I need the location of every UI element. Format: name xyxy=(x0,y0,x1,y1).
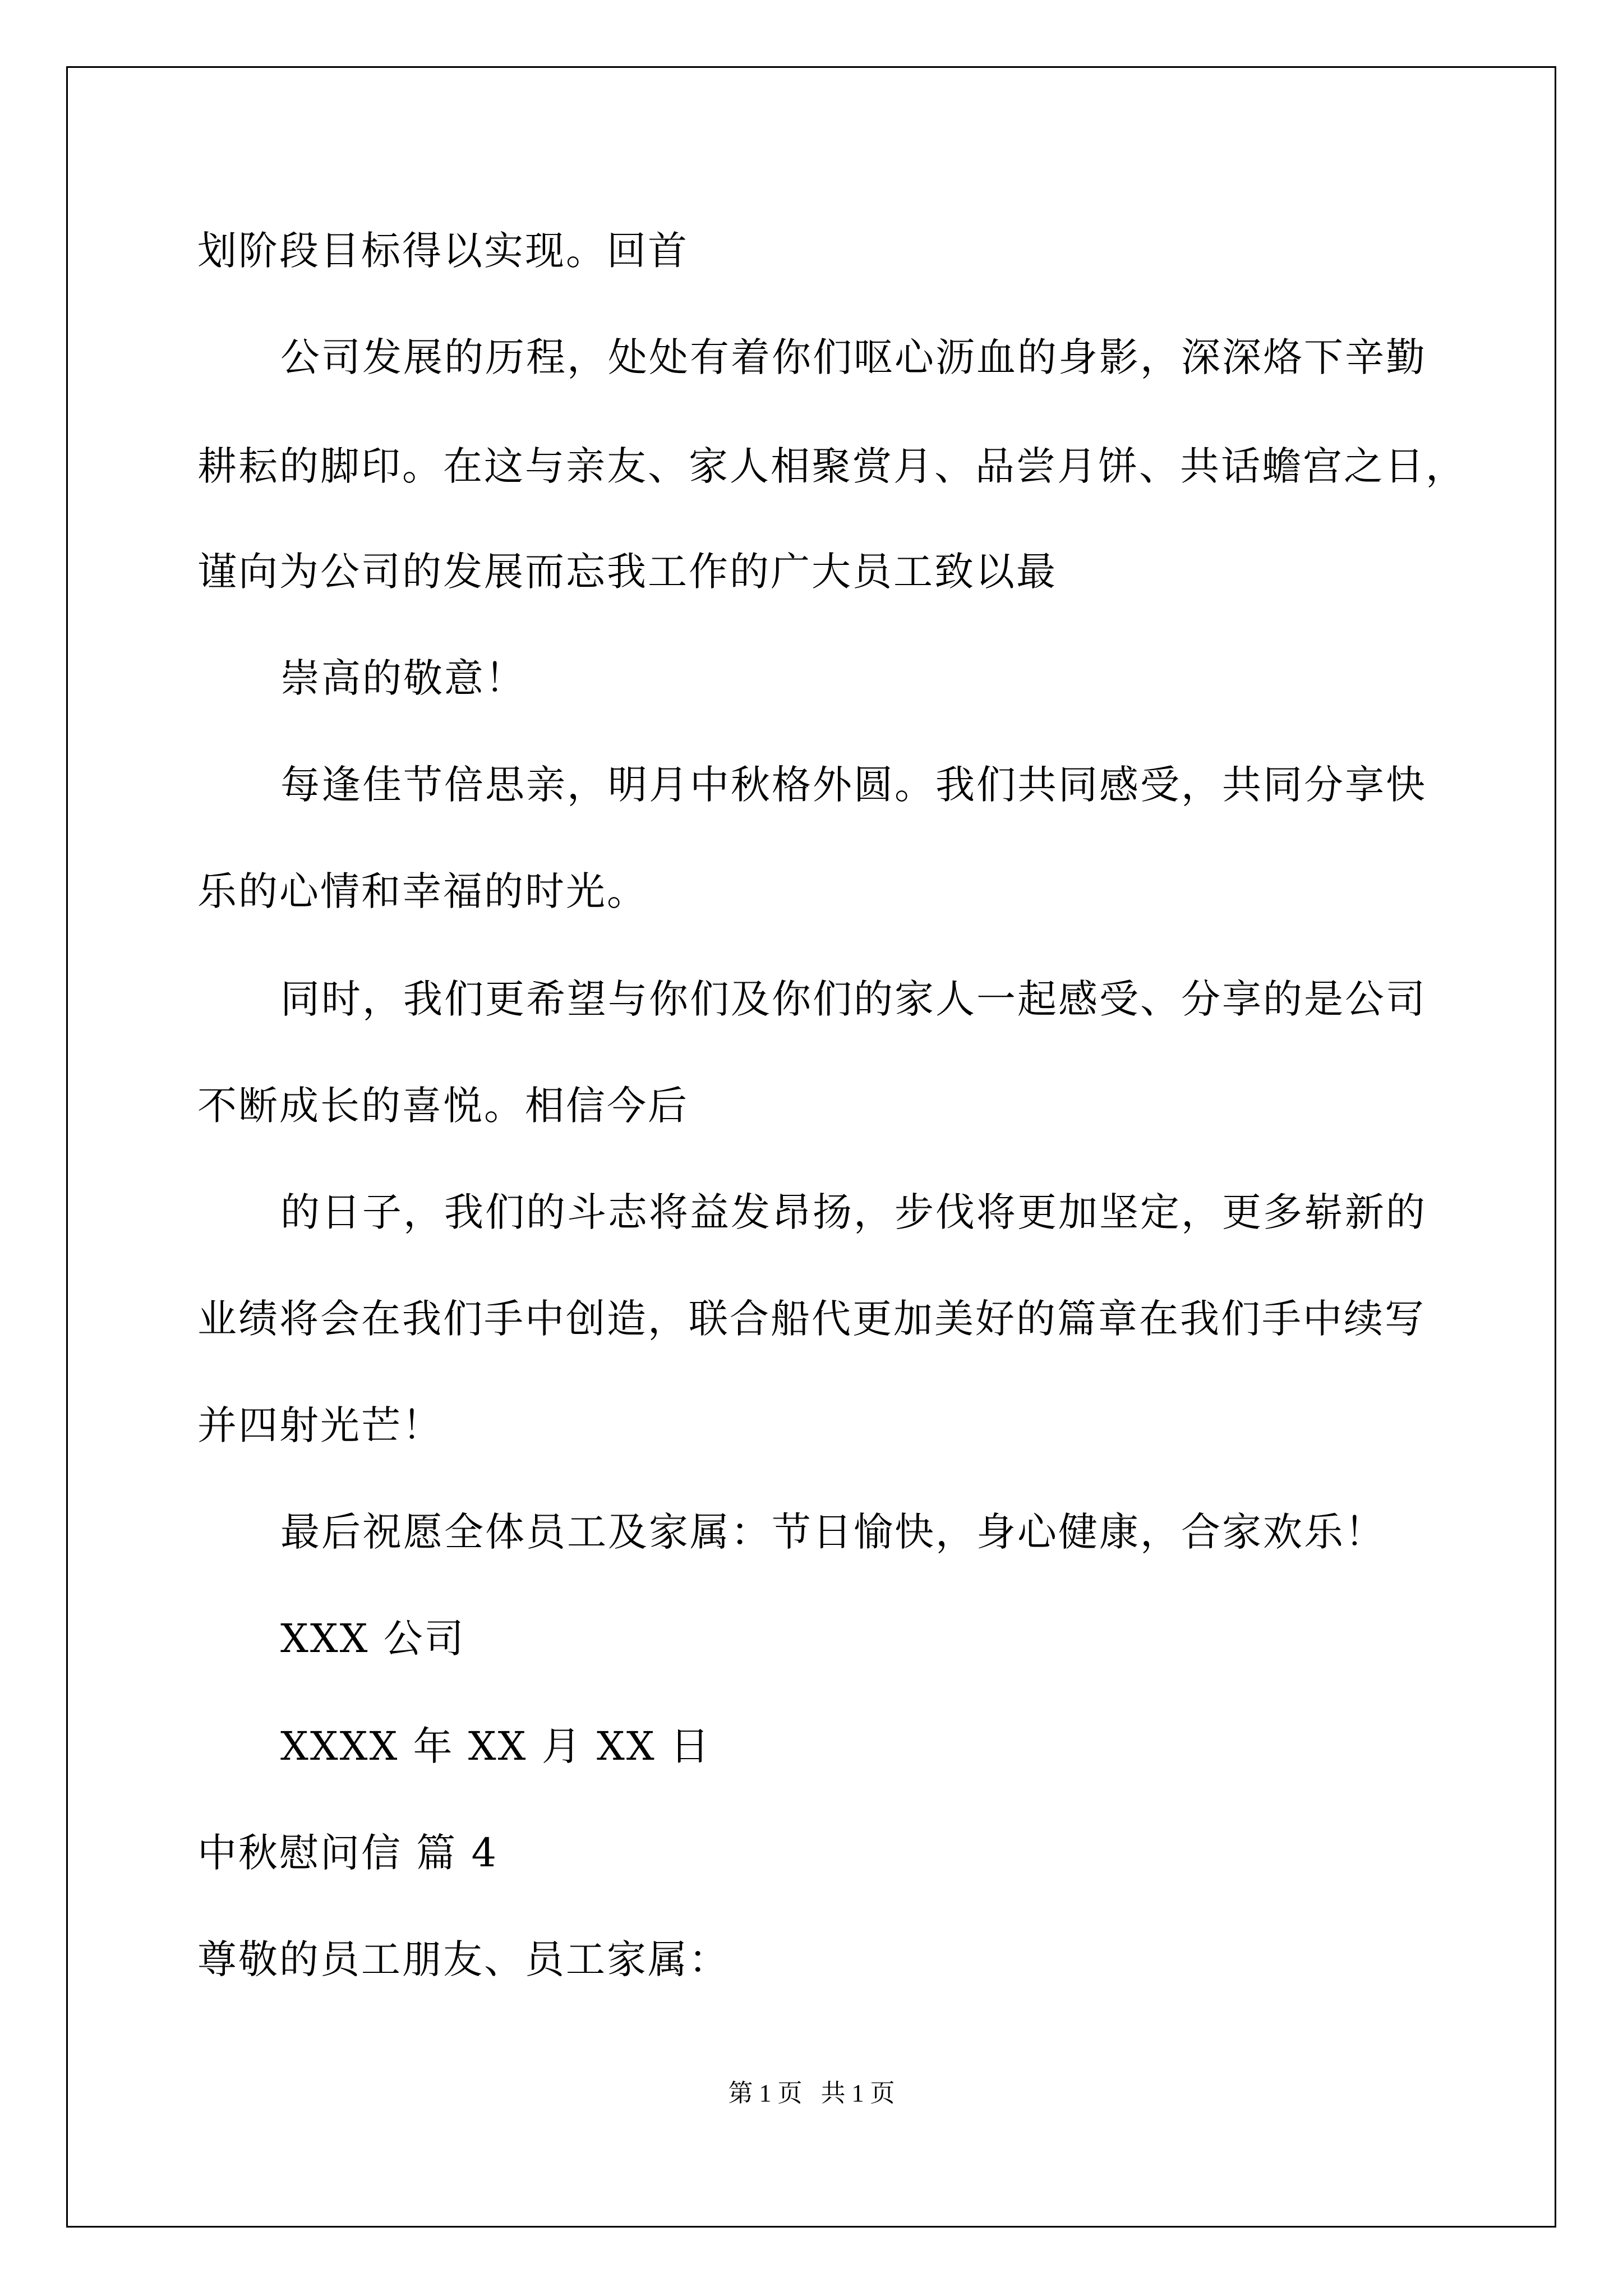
text-line-12: 并四射光芒！ xyxy=(197,1402,443,1448)
text-line-4: 谨向为公司的发展而忘我工作的广大员工致以最 xyxy=(197,549,1057,595)
signature-company: XXX 公司 xyxy=(280,1616,465,1662)
text-line-11: 业绩将会在我们手中创造，联合船代更加美好的篇章在我们手中续写 xyxy=(197,1296,1426,1342)
text-line-10: 的日子，我们的斗志将益发昂扬，步伐将更加坚定，更多崭新的 xyxy=(280,1189,1427,1235)
text-line-3: 耕耘的脚印。在这与亲友、家人相聚赏月、品尝月饼、共话蟾宫之日， xyxy=(197,443,1467,489)
text-line-13: 最后祝愿全体员工及家属：节日愉快，身心健康，合家欢乐！ xyxy=(280,1509,1386,1555)
section-heading: 中秋慰问信 篇 4 xyxy=(197,1830,499,1876)
salutation: 尊敬的员工朋友、员工家属： xyxy=(197,1936,730,1982)
signature-date: XXXX 年 XX 月 XX 日 xyxy=(280,1723,711,1769)
page-footer: 第 1 页 共 1 页 xyxy=(728,2079,895,2107)
text-line-8: 同时，我们更希望与你们及你们的家人一起感受、分享的是公司 xyxy=(280,976,1427,1022)
text-line-9: 不断成长的喜悦。相信今后 xyxy=(197,1083,689,1129)
text-line-7: 乐的心情和幸福的时光。 xyxy=(197,868,648,914)
text-line-5: 崇高的敬意！ xyxy=(280,655,526,701)
text-line-6: 每逢佳节倍思亲，明月中秋格外圆。我们共同感受，共同分享快 xyxy=(280,762,1427,808)
text-line-1: 划阶段目标得以实现。回首 xyxy=(197,228,689,274)
page-border xyxy=(66,66,1556,2228)
text-line-2: 公司发展的历程，处处有着你们呕心沥血的身影，深深烙下辛勤 xyxy=(280,334,1427,380)
